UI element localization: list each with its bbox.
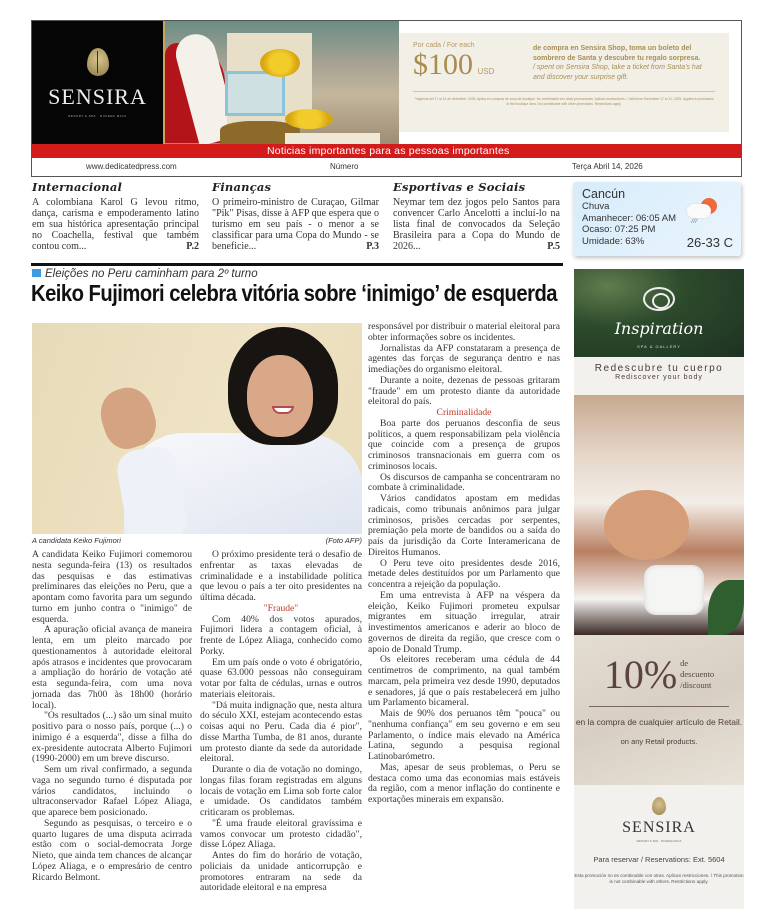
kicker-square-icon <box>32 269 41 277</box>
brand-logo-block <box>32 21 163 144</box>
promo-text-es: de compra en Sensira Shop, toma un boleto del sombrero de Santa y descubre tu regalo sorpresa. <box>533 45 701 62</box>
gift-bag-photo <box>163 21 399 144</box>
promo-divider <box>413 91 715 92</box>
website-link[interactable]: www.dedicatedpress.com <box>86 162 177 171</box>
weather-temperature: 26-33 C <box>686 235 733 250</box>
promo-fine-print: *Vigencia del 17 al 31 de diciembre, 2025. Aplica en compras de zona de boutique. No combinable con otras promociones. Aplican restricciones. / Valid from December 17 to 31, 2025. Applies to purchases in the boutique area. Not combinable with other promotions. Restrictions apply. <box>414 97 714 106</box>
teaser-section-title: Internacional <box>32 180 123 194</box>
promo-amount: $100 <box>413 48 473 81</box>
teaser-internacional[interactable] <box>32 180 199 252</box>
ad-brand-footer: SENSIRA RESORT & SPA · RIVIERA MAYA Para reservar / Reservations: Ext. 5604 Esta promoción no es combinable con otras. Aplican restricciones. / This promotion is not combinable with others. Restrictions apply. <box>574 785 744 909</box>
subheading-fraude: "Fraude" <box>263 602 299 614</box>
info-bar <box>32 158 741 176</box>
paragraph: Durante a noite, dezenas de pessoas gritaram "fraude" em um protesto diante da autoridade eleitoral do país. <box>368 374 560 408</box>
promo-text-area <box>399 21 741 144</box>
header-ad-banner[interactable] <box>32 21 741 144</box>
paragraph: A apuração oficial avança de maneira lenta, em um pleito marcado por questionamentos à autoridade eleitoral após atrasos e incidentes que provocaram a ampliação do horário de votação até esta segunda-feira, com uma nova jornada das 7h00 às 18h00 (horário local). <box>32 624 192 711</box>
teaser-section-title: Esportivas e Sociais <box>393 180 526 194</box>
weather-sunrise: Amanhecer: 06:05 AM <box>582 212 676 224</box>
paragraph: O Peru teve oito presidentes desde 2016, metade deles destituídos por um Parlamento que concentra a rejeição da população. <box>368 557 560 590</box>
teaser-text: A colombiana Karol G levou ritmo, dança, carisma e empoderamento latino em sua histórica apresentação principal no Coachella, festival que também contou com... <box>32 197 199 252</box>
paragraph: Jornalistas da AFP constataram a presença de agentes das forças de segurança dentro e nas imediações do organismo eleitoral. <box>368 342 560 375</box>
section-divider <box>31 263 563 266</box>
paragraph: Durante o dia de votação no domingo, longas filas foram registradas em alguns locais de votação em Lima sob forte calor e umidade. Os candidatos também criticaram os problemas. <box>200 764 362 818</box>
subheading-criminalidade: Criminalidade <box>436 407 492 418</box>
offer-text-es: en la compra de cualquier artículo de Retail. <box>575 717 743 727</box>
paragraph: "Os resultados (...) são um sinal muito positivo para o nosso país, porque (...) o inimigo é a esquerda", disse a filha do ex-presidente autocrata Alberto Fujimori (1990-2000) em um breve discurso. <box>32 710 192 765</box>
teaser-page-ref[interactable]: P.2 <box>186 241 199 252</box>
weather-widget <box>573 182 741 256</box>
spa-name: Inspiration <box>614 319 704 338</box>
paragraph: Em um país onde o voto é obrigatório, quase 63.000 pessoas não conseguiram votar por falta de cédulas, urnas e outros materiais eleitorais. <box>200 656 362 700</box>
brand-tagline: RESORT & SPA · RIVIERA MAYA <box>68 113 127 118</box>
brand-name: SENSIRA <box>48 83 147 109</box>
paragraph: Mas, apesar de seus problemas, o Peru se destaca como uma das economias mais estáveis da região, com a menor inflação do continente e exportações minerais em expansão. <box>368 761 560 805</box>
paragraph: Sem um rival confirmado, a segunda vaga no segundo turno é disputada por vários candidatos, incluindo o ultraconservador Rafael López Aliaga, que aparece bem posicionado. <box>32 764 192 818</box>
paragraph: Em uma entrevista à AFP na véspera da eleição, Keiko Fujimori prometeu expulsar migrantes em situação irregular, atrair investimentos americanos e aderir ao bloco de governos de direita da região, que cresce com o apoio de Donald Trump. <box>368 589 560 655</box>
discount-value: 10% <box>603 652 678 697</box>
weather-humidity: Umidade: 63% <box>582 235 645 247</box>
weather-condition: Chuva <box>582 201 610 212</box>
issue-number-label: Número <box>330 162 359 171</box>
weather-city: Cancún <box>582 187 626 201</box>
article-column-1 <box>32 550 192 883</box>
article-kicker: Eleições no Peru caminham para 2º turno <box>32 268 258 280</box>
weather-sunset: Ocaso: 07:25 PM <box>582 224 656 235</box>
paragraph: responsável por distribuir o material eleitoral para obter informações sobre os incidentes. <box>368 321 560 343</box>
paragraph: Boa parte dos peruanos desconfia de seus políticos, a quem responsabilizam pela violência que coincide com a presença de grupos criminosos transnacionais em guerra com os criminosos locais. <box>368 417 560 472</box>
masthead <box>31 20 742 177</box>
spa-logo-icon <box>643 287 675 311</box>
sidebar-spa-ad[interactable] <box>574 269 744 909</box>
promo-per-each: Por cada / For each <box>413 42 475 49</box>
teaser-text: O primeiro-ministro de Curaçao, Gilmar "Pik" Pisas, disse à AFP que espera que o turismo em seu país - o menor a se classificar para uma Copa do Mundo - se beneficie... <box>212 197 379 252</box>
issue-date: Terça Abril 14, 2026 <box>572 162 643 171</box>
paragraph: A candidata Keiko Fujimori comemorou nesta segunda-feira (13) os resultados das pesquisas e das estimativas preliminares das eleições no Peru, que a apontam como favorita para um segundo turno em junho contra o "inimigo" de esquerda. <box>32 549 192 625</box>
article-column-3 <box>368 322 560 806</box>
paragraph: "É uma fraude eleitoral gravíssima e vamos convocar um protesto cidadão", disse López Aliaga. <box>200 817 362 851</box>
sun-behind-rain-cloud-icon: ⁄⁄⁄ <box>685 196 719 228</box>
slogan-bar: Noticias importantes para as pessoas importantes <box>32 144 741 158</box>
paragraph: Segundo as pesquisas, o terceiro e o quarto lugares de uma disputa acirrada estão com o social-democrata Jorge Nieto, que ainda tem chances de alcançar López Aliaga, e o empresário de centro Ricardo Belmont. <box>32 817 192 883</box>
teaser-financas[interactable] <box>212 180 379 252</box>
teaser-text: Neymar tem dez jogos pelo Santos para convencer Carlo Ancelotti a incluí-lo na lista final de convocados da Seleção Brasileira para a Copa do Mundo de 2026... <box>393 197 560 252</box>
discount-divider <box>589 706 729 707</box>
promo-text-en: / spent on Sensira Shop, take a ticket from Santa's hat and discover your surprise gift. <box>533 64 702 81</box>
teaser-page-ref[interactable]: P.3 <box>366 241 379 252</box>
paragraph: O próximo presidente terá o desafio de enfrentar as taxas elevadas de criminalidade e a instabilidade política que levou o país a ter oito presidentes na última década. <box>200 549 362 603</box>
promo-card <box>399 33 729 132</box>
spa-header <box>574 269 744 357</box>
spa-tagline: Redescubre tu cuerpo Rediscover your body <box>594 363 724 381</box>
article-column-2 <box>200 550 362 894</box>
discount-block: 10% de descuento /discount en la compra de cualquier artículo de Retail. on any Retail products. <box>574 635 744 785</box>
photo-caption <box>32 536 362 545</box>
paragraph: Os discursos de campanha se concentraram no combate à criminalidade. <box>368 471 560 494</box>
paragraph: Com 40% dos votos apurados, Fujimori lidera a contagem oficial, à frente de López Aliaga, conhecido como Porky. <box>200 613 362 657</box>
paragraph: Os eleitores receberam uma cédula de 44 centímetros de comprimento, na qual também marcam, pela primeira vez desde 1990, deputados e senadores, já que o país restabelecerá em julho um Parlamento bicameral. <box>368 654 560 709</box>
spa-subtitle: SPA & GALLERY <box>637 344 681 349</box>
teaser-page-ref[interactable]: P.5 <box>547 241 560 252</box>
paragraph: "Dá muita indignação que, nesta altura do século XXI, estejam acontecendo estas coisas aqui no Peru. Cada dia é pior", disse Martha Tumba, de 81 anos, durante um protesto diante da sede da autoridade eleitoral. <box>200 699 362 765</box>
reservation-info: Para reservar / Reservations: Ext. 5604 <box>593 855 725 864</box>
photo-credit: (Foto AFP) <box>325 536 362 545</box>
promo-currency: USD <box>477 67 495 76</box>
paragraph: Mais de 90% dos peruanos têm "pouca" ou "nenhuma confiança" em seu governo e em seu Parlamento, o índice mais elevado na América Latina, segundo a pesquisa regional Latinobarómetro. <box>368 708 560 762</box>
leaf-logo-icon <box>652 797 666 815</box>
teaser-esportivas[interactable] <box>393 180 560 252</box>
paragraph: Antes do fim do horário de votação, policiais da unidade anticorrupção e promotores entraram na sede da autoridade eleitoral e na empresa <box>200 850 362 894</box>
article-headline[interactable]: Keiko Fujimori celebra vitória sobre ‘inimigo’ de esquerda <box>31 280 558 306</box>
offer-text-en: on any Retail products. <box>620 737 698 746</box>
article-photo <box>32 323 362 534</box>
ad-fine-print: Esta promoción no es combinable con otras. Aplican restricciones. / This promotion is not combinable with others. Restrictions apply. <box>574 873 744 884</box>
photo-caption-text: A candidata Keiko Fujimori <box>32 536 121 545</box>
leaf-logo-icon <box>87 48 109 76</box>
paragraph: Vários candidatos apostam em medidas radicais, como tribunais anônimos para julgar criminosos, prisões cercadas por serpentes, premiação pela morte de bandidos ou a saída do país da jurisdição da Corte Interamericana de Direitos Humanos. <box>368 493 560 558</box>
spa-massage-photo <box>574 395 744 635</box>
ad-brand-name: SENSIRA <box>622 819 696 836</box>
teaser-section-title: Finanças <box>212 180 272 194</box>
